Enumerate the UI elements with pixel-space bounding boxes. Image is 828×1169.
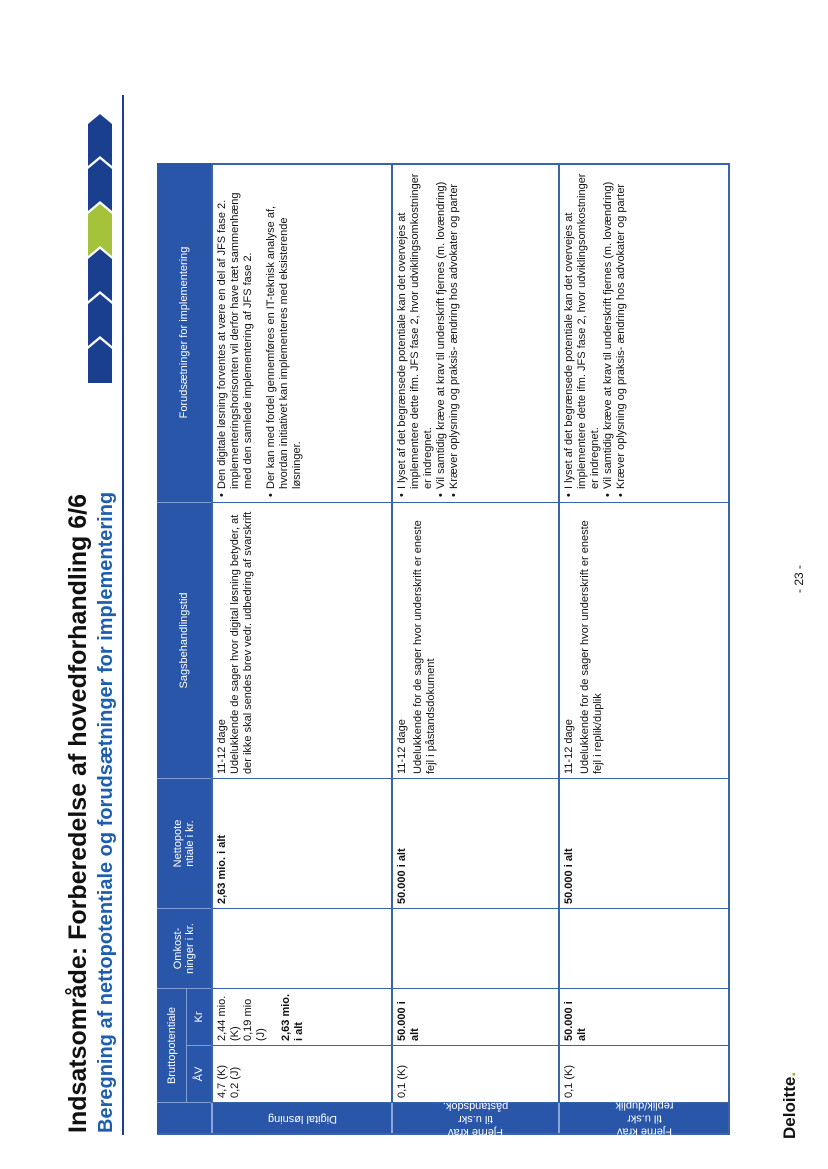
cell-sagsbehandlingstid: 11-12 dage Udelukkende de sager hvor digital løsning betyder, at der ikke skal sendes brev vedr. udbedring af svarskrift xyxy=(211,503,391,779)
page-subtitle: Beregning af nettopotentiale og forudsætninger for implementering xyxy=(95,491,117,1133)
chevron-step xyxy=(88,249,112,301)
header-nettopotentiale: Nettopote ntiale i kr. xyxy=(157,779,211,909)
row-label-replik-duplik: Fjerne krav til u.skr replik/duplik xyxy=(558,1103,728,1133)
cell-forudsaetninger: • I lyset af det begrænsede potentiale kan det overvejes at implementere dette ifm. JFS fase 2, hvor udviklingsomkostninger er indregnet. • Vil samtidig kræve at krav til underskrift fjernes (m. lovændring) • Kræver oplysning og praksis- ændring hos advokater og parter xyxy=(558,163,728,503)
chevron-step xyxy=(88,114,112,166)
chevron-step xyxy=(88,159,112,211)
cell-av: 0,1 (K) xyxy=(391,1046,558,1103)
cell-kr: 2,44 mio. (K) 0,19 mio (J) 2,63 mio. i alt xyxy=(211,989,391,1046)
cell-forudsaetninger: • Den digitale løsning forventes at være en del af JFS fase 2. implementeringshorisonten vil derfor have tæt sammenhæng med den samlede implementering af JFS fase 2. • Der kan med fordel gennemføres en IT-teknisk analyse af, hvordan initiativet kan implementeres med eksisterende løsninger. xyxy=(211,163,391,503)
chevron-progress-icon xyxy=(86,113,114,383)
page-title: Indsatsområde: Forberedelse af hovedforhandling 6/6 xyxy=(64,493,92,1133)
cell-sagsbehandlingstid: 11-12 dage Udelukkende for de sager hvor underskrift er eneste fejl i påstandsdokument xyxy=(391,503,558,779)
deloitte-logo: Deloitte. xyxy=(780,1071,799,1139)
cell-omkostninger xyxy=(391,909,558,989)
cell-omkostninger xyxy=(558,909,728,989)
cell-forudsaetninger: • I lyset af det begrænsede potentiale kan det overvejes at implementere dette ifm. JFS fase 2, hvor udviklingsomkostninger er indregnet. • Vil samtidig kræve at krav til underskrift fjernes (m. lovændring) • Kræver oplysning og praksis- ændring hos advokater og parter xyxy=(391,163,558,503)
cell-nettopotentiale: 2,63 mio. i alt xyxy=(211,779,391,909)
cell-kr: 50.000 i alt xyxy=(558,989,728,1046)
potential-table xyxy=(157,163,730,1138)
cell-av: 0,1 (K) xyxy=(558,1046,728,1103)
cell-kr: 50.000 i alt xyxy=(391,989,558,1046)
page-number: - 23 - xyxy=(792,564,806,593)
cell-sagsbehandlingstid: 11-12 dage Udelukkende for de sager hvor underskrift er eneste fejl i replik/duplik xyxy=(558,503,728,779)
chevron-step xyxy=(88,339,112,383)
title-divider xyxy=(122,95,124,1135)
header-omkostninger: Omkost- ninger i kr. xyxy=(157,909,211,989)
header-bruttopotentiale: Bruttopotentiale xyxy=(157,989,186,1103)
row-label-digital-losning: Digital løsning xyxy=(211,1103,391,1133)
cell-nettopotentiale: 50.000 i alt xyxy=(391,779,558,909)
chevron-step xyxy=(88,294,112,346)
header-kr: Kr xyxy=(186,989,211,1046)
header-av: ÅV xyxy=(186,1046,211,1103)
header-sagsbehandlingstid: Sagsbehandlingstid xyxy=(157,503,211,779)
header-corner xyxy=(157,1103,211,1133)
chevron-step xyxy=(88,204,112,256)
cell-nettopotentiale: 50.000 i alt xyxy=(558,779,728,909)
cell-omkostninger xyxy=(211,909,391,989)
header-forudsaetninger: Forudsætninger for implementering xyxy=(157,163,211,503)
cell-av: 4,7 (K) 0,2 (J) xyxy=(211,1046,391,1103)
row-label-pastandsdok: Fjerne krav til u.skr påstandsdok. xyxy=(391,1103,558,1133)
progress-chevrons xyxy=(86,113,114,383)
